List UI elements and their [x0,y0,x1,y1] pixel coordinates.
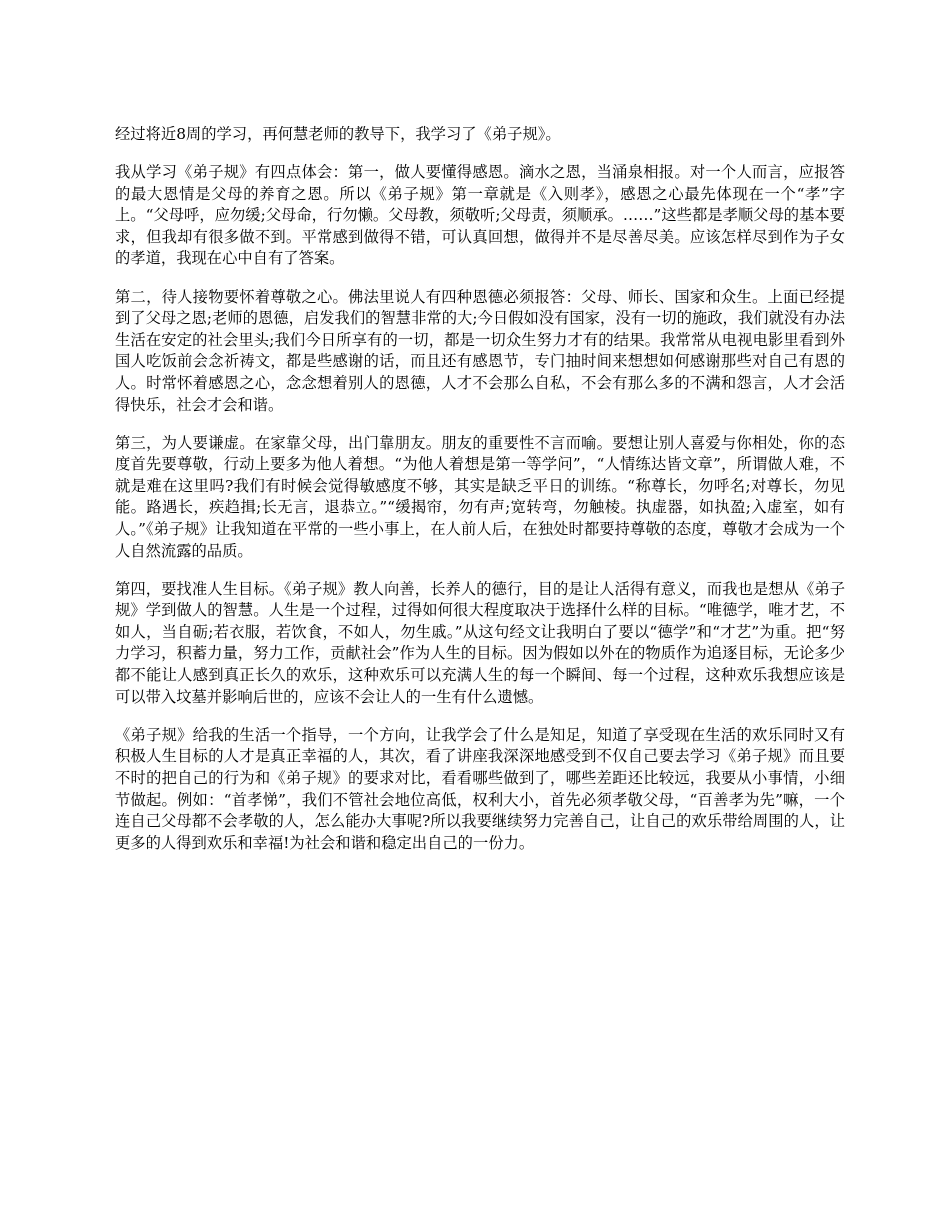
paragraph-point-two: 第二，待人接物要怀着尊敬之心。佛法里说人有四种恩德必须报答：父母、师长、国家和众生。上面已经提到了父母之恩;老师的恩德，启发我们的智慧非常的大;今日假如没有国家，没有一切的施政，我们就没有办法生活在安定的社会里头;我们今日所享有的一切，都是一切众生努力才有的结果。我常常从电视电影里看到外国人吃饭前会念祈祷文，都是些感谢的话，而且还有感恩节，专门抽时间来想想如何感谢那些对自己有恩的人。时常怀着感恩之心，念念想着别人的恩德，人才不会那么自私，不会有那么多的不满和怨言，人才会活得快乐，社会才会和谐。 [115,287,845,414]
paragraph-conclusion: 《弟子规》给我的生活一个指导，一个方向，让我学会了什么是知足，知道了享受现在生活的欢乐同时又有积极人生目标的人才是真正幸福的人，其次，看了讲座我深深地感受到不仅自己要去学习《弟子规》而且要不时的把自己的行为和《弟子规》的要求对比，看看哪些做到了，哪些差距还比较远，我要从小事情，小细节做起。例如：“首孝悌”，我们不管社会地位高低，权利大小，首先必须孝敬父母，“百善孝为先”嘛，一个连自己父母都不会孝敬的人，怎么能办大事呢?所以我要继续努力完善自己，让自己的欢乐带给周围的人，让更多的人得到欢乐和幸福!为社会和谐和稳定出自己的一份力。 [115,725,845,852]
paragraph-point-one: 我从学习《弟子规》有四点体会：第一，做人要懂得感恩。滴水之恩，当涌泉相报。对一个人而言，应报答的最大恩情是父母的养育之恩。所以《弟子规》第一章就是《入则孝》，感恩之心最先体现在一个“孝”字上。“父母呼，应勿缓;父母命，行勿懒。父母教，须敬听;父母责，须顺承。……”这些都是孝顺父母的基本要求，但我却有很多做不到。平常感到做得不错，可认真回想，做得并不是尽善尽美。应该怎样尽到作为子女的孝道，我现在心中自有了答案。 [115,163,845,268]
paragraph-intro: 经过将近8周的学习，再何慧老师的教导下，我学习了《弟子规》。 [115,125,561,143]
document-body [115,124,845,871]
paragraph-point-four: 第四，要找准人生目标。《弟子规》教人向善，长养人的德行，目的是让人活得有意义，而我也是想从《弟子规》学到做人的智慧。人生是一个过程，过得如何很大程度取决于选择什么样的目标。“唯德学，唯才艺，不如人，当自砺;若衣服，若饮食，不如人，勿生戚。”从这句经文让我明白了要以“德学”和“才艺”为重。把“努力学习，积蓄力量，努力工作，贡献社会”作为人生的目标。因为假如以外在的物质作为追逐目标，无论多少都不能让人感到真正长久的欢乐，这种欢乐可以充满人生的每一个瞬间、每一个过程，这种欢乐我想应该是可以带入坟墓并影响后世的，应该不会让人的一生有什么遗憾。 [115,579,845,706]
paragraph-point-three: 第三，为人要谦虚。在家靠父母，出门靠朋友。朋友的重要性不言而喻。要想让别人喜爱与你相处，你的态度首先要尊敬，行动上要多为他人着想。“为他人着想是第一等学问”，“人情练达皆文章”，所谓做人难，不就是难在这里吗?我们有时候会觉得敏感度不够，其实是缺乏平日的训练。“称尊长，勿呼名;对尊长，勿见能。路遇长，疾趋揖;长无言，退恭立。”“缓揭帘，勿有声;宽转弯，勿触棱。执虚器，如执盈;入虚室，如有人。”《弟子规》让我知道在平常的一些小事上，在人前人后，在独处时都要持尊敬的态度，尊敬才会成为一个人自然流露的品质。 [115,433,845,560]
